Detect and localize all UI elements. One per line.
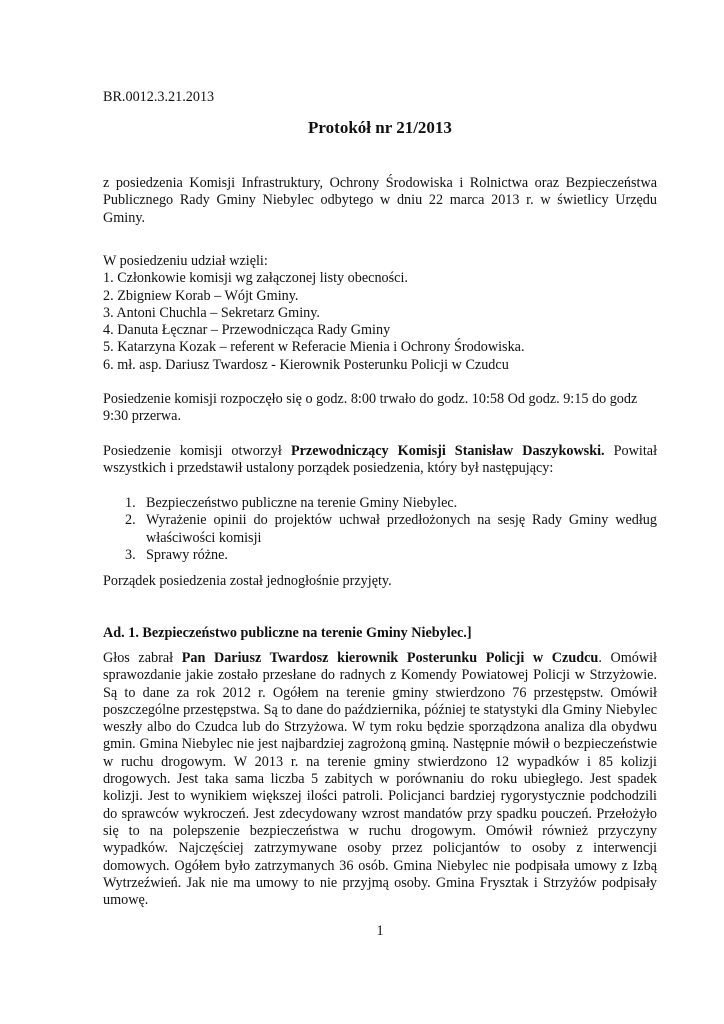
agenda-item	[103, 512, 657, 547]
agenda-item-text: Bezpieczeństwo publiczne na terenie Gminy Niebylec.	[146, 495, 458, 511]
agenda-item	[103, 547, 657, 564]
agenda-item-number: 2.	[125, 512, 136, 529]
timing-paragraph: Posiedzenie komisji rozpoczęło się o godz. 8:00 trwało do godz. 10:58 Od godz. 9:15 do godz 9:30 przerwa.	[103, 391, 638, 425]
opening-text-pre: Posiedzenie komisji otworzył	[103, 443, 282, 459]
chairman-name: Przewodniczący Komisji Stanisław Daszykowski.	[290, 443, 605, 459]
agenda-item-number: 1.	[125, 495, 136, 511]
section-heading-ad1: Ad. 1. Bezpieczeństwo publiczne na terenie Gminy Niebylec.]	[103, 625, 472, 641]
agenda-accepted-note: Porządek posiedzenia został jednogłośnie przyjęty.	[103, 573, 392, 589]
speaker-name: Pan Dariusz Twardosz kierownik Posterunku Policji w Czudcu	[181, 650, 599, 666]
attendee-item: 4. Danuta Łęcznar – Przewodnicząca Rady Gminy	[103, 322, 391, 339]
agenda-item	[103, 495, 657, 512]
attendee-item: 3. Antoni Chuchla – Sekretarz Gminy.	[103, 304, 320, 321]
document-title: Protokół nr 21/2013	[308, 118, 452, 137]
agenda-item-text: Wyrażenie opinii do projektów uchwał przedłożonych na sesję Rady Gminy według właściwości komisji	[146, 512, 657, 546]
agenda-item-text: Sprawy różne.	[146, 546, 228, 563]
intro-paragraph: z posiedzenia Komisji Infrastruktury, Ochrony Środowiska i Rolnictwa oraz Bezpieczeństwa Publicznego Rady Gminy Niebylec odbytego w dniu 22 marca 2013 r. w świetlicy Urzędu Gminy.	[103, 175, 657, 226]
agenda-list	[103, 495, 657, 564]
attendees-section	[103, 253, 657, 374]
agenda-item-number: 3.	[125, 546, 136, 563]
opening-text-post: Powitał wszystkich i przedstawił ustalony porządek posiedzenia, który był następujący:	[103, 443, 658, 477]
attendee-item: 6. mł. asp. Dariusz Twardosz - Kierownik Posterunku Policji w Czudcu	[103, 356, 509, 373]
page-number: 1	[376, 923, 384, 939]
attendee-item: 5. Katarzyna Kozak – referent w Referacie Mienia i Ochrony Środowiska.	[103, 339, 525, 356]
document-reference-number: BR.0012.3.21.2013	[103, 89, 215, 105]
attendees-heading: W posiedzeniu udział wzięli:	[103, 253, 268, 269]
attendee-item: 1. Członkowie komisji wg załączonej listy obecności.	[103, 270, 408, 287]
attendee-item: 2. Zbigniew Korab – Wójt Gminy.	[103, 287, 299, 304]
ad1-text-post: . Omówił sprawozdanie jakie zostało przesłane do radnych z Komendy Powiatowej Policji w Strzyżowie. Są to dane za rok 2012 r. Ogółem na terenie gminy stwierdzono 76 przestępstw. Omówił poszczególne przestępstwa. Są to dane do października, później te statystyki dla Gminy Niebylec weszły albo do Czudca lub do Strzyżowa. W tym roku będzie sporządzona analiza dla obydwu gmin. Gmina Niebylec nie jest najbardziej zagrożoną gminą. Następnie mówił o bezpieczeństwie w ruchu drogowym. W 2013 r. na terenie gminy stwierdzono 12 wypadków i 85 kolizji drogowych. Jest taka sama liczba 5 zabitych w porównaniu do roku ubiegłego. Jest spadek kolizji. Jest to wynikiem większej ilości patroli. Policjanci bardziej rygorystycznie podchodzili do sprawców wykroczeń. Jest zdecydowany wzrost mandatów przy spadku pouczeń. Przełożyło się to na polepszenie bezpieczeństwa w ruchu drogowym. Omówił również przyczyny wypadków. Najczęściej zatrzymywane osoby przez policjantów to osoby z interwencji domowych. Ogółem było zatrzymanych 36 osób. Gmina Niebylec nie podpisała umowy z Izbą Wytrzeźwień. Jak nie ma umowy to nie przyjmą osoby. Gmina Frysztak i Strzyżów podpisały umowę.	[103, 650, 657, 909]
ad1-paragraph	[103, 650, 657, 909]
ad1-text-pre: Głos zabrał	[103, 650, 174, 666]
opening-paragraph	[103, 443, 657, 478]
